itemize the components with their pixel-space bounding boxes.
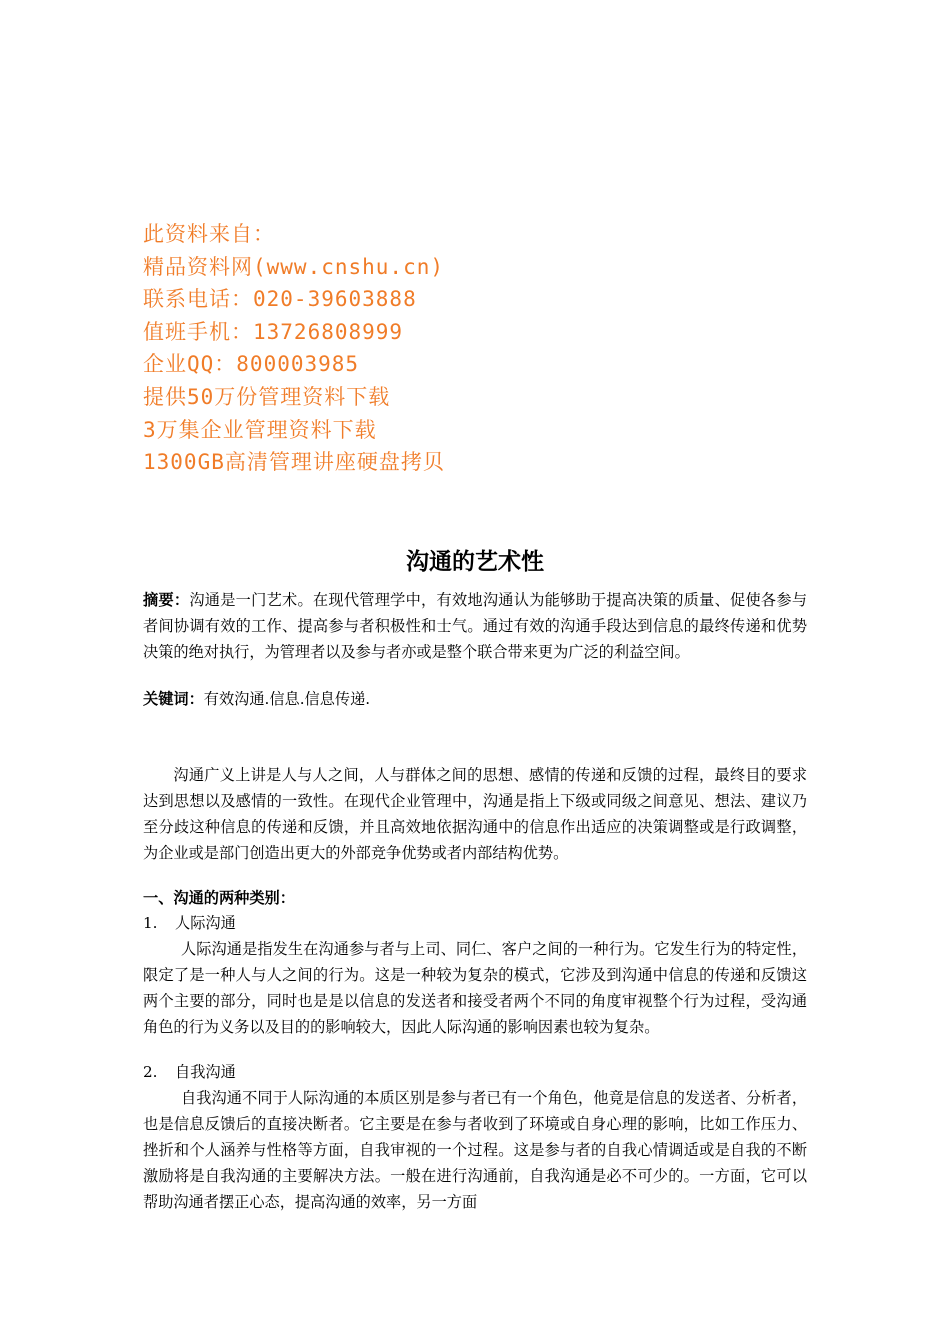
list-item-number: 2. xyxy=(143,1063,158,1081)
keywords-paragraph xyxy=(143,686,807,712)
list-item-title: 人际沟通 xyxy=(175,914,236,932)
abstract-label: 摘要： xyxy=(143,591,190,609)
ad-line-offer-3: 1300GB高清管理讲座硬盘拷贝 xyxy=(143,450,445,475)
ad-line-source: 此资料来自： xyxy=(143,222,275,246)
keywords-text: 有效沟通.信息.信息传递. xyxy=(203,690,371,708)
ad-line-mobile: 值班手机：13726808999 xyxy=(143,319,404,344)
self-communication-paragraph: 自我沟通不同于人际沟通的本质区别是参与者已有一个角色，他竟是信息的发送者、分析者，也是信息反馈后的直接决断者。它主要是在参与者收到了环境或自身心理的影响，比如工作压力、挫折和个人涵养与性格等方面，自我审视的一个过程。这是参与者的自我心情调适或是自我的不断激励将是自我沟通的主要解决方法。一般在进行沟通前，自我沟通是必不可少的。一方面，它可以帮助沟通者摆正心态，提高沟通的效率，另一方面 xyxy=(143,1089,807,1211)
list-item-heading-interpersonal xyxy=(143,910,807,936)
keywords-label: 关键词： xyxy=(143,690,204,708)
list-item-heading-self xyxy=(143,1059,807,1085)
section-heading: 一、沟通的两种类别： xyxy=(143,889,295,907)
abstract-paragraph xyxy=(143,587,807,665)
intro-paragraph: 沟通广义上讲是人与人之间，人与群体之间的思想、感情的传递和反馈的过程，最终目的要求达到思想以及感情的一致性。在现代企业管理中，沟通是指上下级或同级之间意见、想法、建议乃至分歧这种信息的传递和反馈，并且高效地依据沟通中的信息作出适应的决策调整或是行政调整，为企业或是部门创造出更大的外部竞争优势或者内部结构优势。 xyxy=(143,766,807,862)
abstract-text: 沟通是一门艺术。在现代管理学中，有效地沟通认为能够助于提高决策的质量、促使各参与者间协调有效的工作、提高参与者积极性和士气。通过有效的沟通手段达到信息的最终传递和优势决策的绝对执行，为管理者以及参与者亦或是整个联合带来更为广泛的利益空间。 xyxy=(143,591,807,661)
ad-line-offer-2: 3万集企业管理资料下载 xyxy=(143,417,377,442)
list-item-number: 1. xyxy=(143,914,158,932)
ad-line-website: 精品资料网(www.cnshu.cn) xyxy=(143,254,445,279)
document-title: 沟通的艺术性 xyxy=(406,549,544,575)
ad-line-offer-1: 提供50万份管理资料下载 xyxy=(143,384,391,409)
ad-line-qq: 企业QQ：800003985 xyxy=(143,352,360,377)
list-item-title: 自我沟通 xyxy=(175,1063,236,1081)
interpersonal-paragraph: 人际沟通是指发生在沟通参与者与上司、同仁、客户之间的一种行为。它发生行为的特定性，限定了是一种人与人之间的行为。这是一种较为复杂的模式，它涉及到沟通中信息的传递和反馈这两个主要的部分，同时也是是以信息的发送者和接受者两个不同的角度审视整个行为过程，受沟通角色的行为义务以及目的的影响较大，因此人际沟通的影响因素也较为复杂。 xyxy=(143,940,807,1036)
ad-line-phone: 联系电话：020-39603888 xyxy=(143,287,417,312)
source-ad-block xyxy=(143,218,663,479)
